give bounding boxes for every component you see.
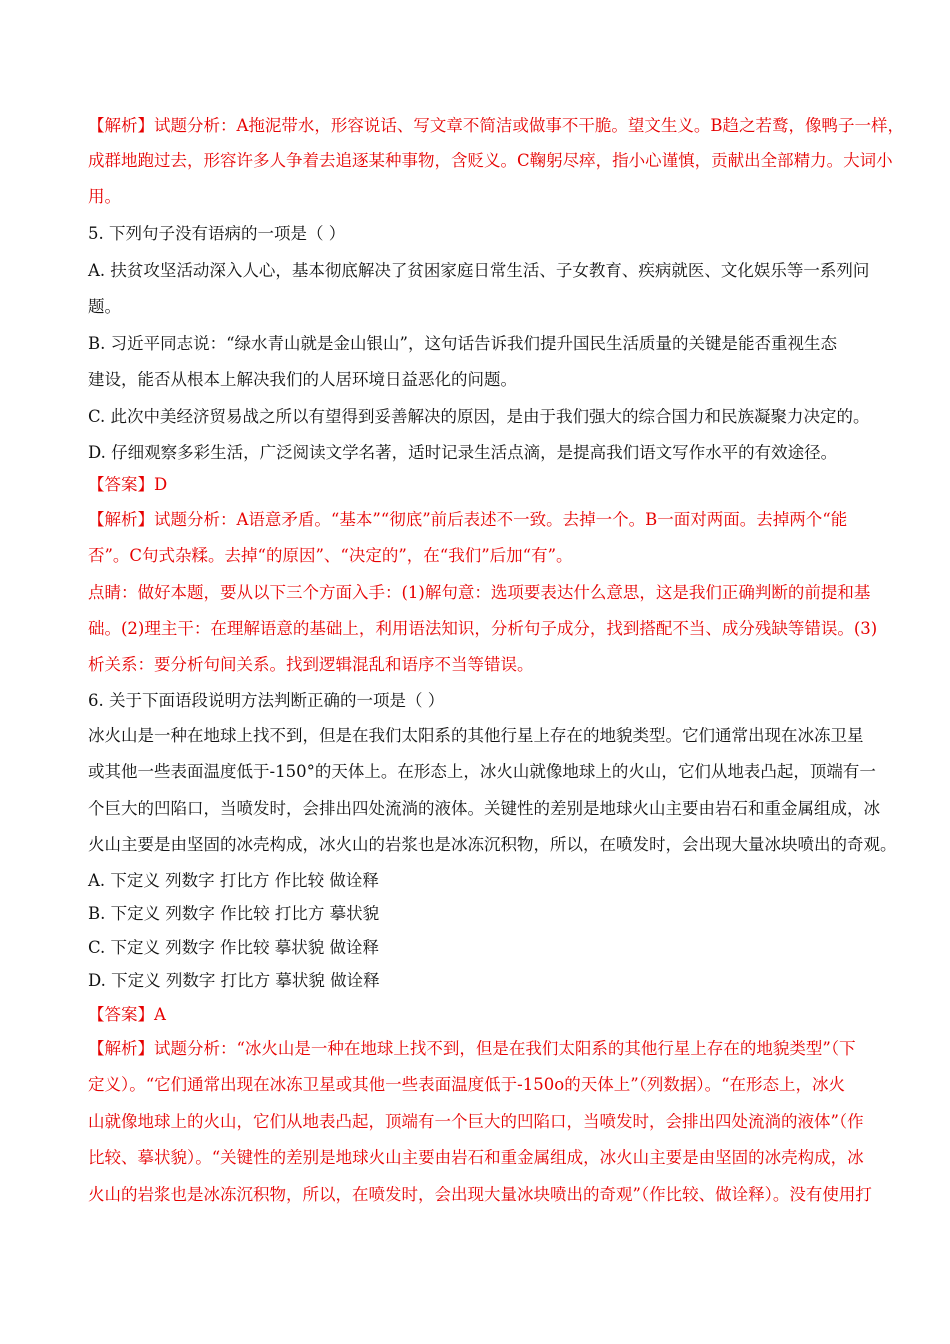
tip-q5-line-2: 础。(2)理主干：在理解语意的基础上，利用语法知识，分析句子成分，找到搭配不当、成分残缺等错误。(3) (88, 619, 878, 638)
analysis-q4-line-1: 【解析】试题分析：A拖泥带水，形容说话、写文章不简洁或做事不干脆。望文生义。B趋之若鹜，像鸭子一样， (88, 116, 905, 135)
question-6-option-b: B. 下定义 列数字 作比较 打比方 摹状貌 (88, 904, 380, 923)
analysis-q6-line-3: 山就像地球上的火山，它们从地表凸起，顶端有一个巨大的凹陷口，当喷发时，会排出四处流淌的液体”（作 (88, 1112, 864, 1131)
analysis-q6-line-2: 定义）。“它们通常出现在冰冻卫星或其他一些表面温度低于-150o的天体上”（列数据）。“在形态上，冰火 (88, 1075, 846, 1094)
answer-5: 【答案】D (88, 475, 168, 494)
question-5-stem: 5. 下列句子没有语病的一项是（ ） (88, 224, 346, 243)
analysis-q6-line-4: 比较、摹状貌）。“关键性的差别是地球火山主要由岩石和重金属组成，冰火山主要是由坚固的冰壳构成，冰 (88, 1148, 864, 1167)
question-5-option-c: C. 此次中美经济贸易战之所以有望得到妥善解决的原因，是由于我们强大的综合国力和民族凝聚力决定的。 (88, 407, 870, 426)
question-5-option-b-cont: 建设，能否从根本上解决我们的人居环境日益恶化的问题。 (88, 370, 517, 389)
question-6-passage-line-1: 冰火山是一种在地球上找不到，但是在我们太阳系的其他行星上存在的地貌类型。它们通常出现在冰冻卫星 (88, 726, 864, 745)
analysis-q6-line-1: 【解析】试题分析：“冰火山是一种在地球上找不到，但是在我们太阳系的其他行星上存在的地貌类型”（下 (88, 1039, 856, 1058)
tip-q5-line-1: 点睛：做好本题，要从以下三个方面入手：(1)解句意：选项要表达什么意思，这是我们正确判断的前提和基 (88, 583, 871, 602)
question-6-passage-line-3: 个巨大的凹陷口，当喷发时，会排出四处流淌的液体。关键性的差别是地球火山主要由岩石和重金属组成，冰 (88, 799, 880, 818)
question-6-option-d: D. 下定义 列数字 打比方 摹状貌 做诠释 (88, 971, 380, 990)
analysis-q4-line-2: 成群地跑过去，形容许多人争着去追逐某种事物，含贬义。C鞠躬尽瘁，指小心谨慎，贡献出全部精力。大词小 (88, 151, 893, 170)
analysis-q5-line-2: 否”。C句式杂糅。去掉“的原因”、“决定的”，在“我们”后加“有”。 (88, 546, 573, 565)
question-5-option-a: A. 扶贫攻坚活动深入人心，基本彻底解决了贫困家庭日常生活、子女教育、疾病就医、文化娱乐等一系列问 (88, 261, 870, 280)
question-5-option-b: B. 习近平同志说：“绿水青山就是金山银山”，这句话告诉我们提升国民生活质量的关键是能否重视生态 (88, 334, 837, 353)
answer-6: 【答案】A (88, 1005, 166, 1024)
question-6-passage-line-2: 或其他一些表面温度低于-150°的天体上。在形态上，冰火山就像地球上的火山，它们从地表凸起，顶端有一 (88, 762, 876, 781)
question-6-passage-line-4: 火山主要是由坚固的冰壳构成，冰火山的岩浆也是冰冻沉积物，所以，在喷发时，会出现大量冰块喷出的奇观。 (88, 835, 897, 854)
question-6-option-c: C. 下定义 列数字 作比较 摹状貌 做诠释 (88, 938, 380, 957)
analysis-q6-line-5: 火山的岩浆也是冰冻沉积物，所以，在喷发时，会出现大量冰块喷出的奇观”（作比较、做诠释）。没有使用打 (88, 1185, 872, 1204)
tip-q5-line-3: 析关系：要分析句间关系。找到逻辑混乱和语序不当等错误。 (88, 655, 534, 674)
question-5-option-d: D. 仔细观察多彩生活，广泛阅读文学名著，适时记录生活点滴，是提高我们语文写作水平的有效途径。 (88, 443, 838, 462)
question-6-option-a: A. 下定义 列数字 打比方 作比较 做诠释 (88, 871, 379, 890)
question-6-stem: 6. 关于下面语段说明方法判断正确的一项是（ ） (88, 691, 445, 710)
analysis-q4-line-3: 用。 (88, 187, 121, 206)
question-5-option-a-cont: 题。 (88, 297, 121, 316)
analysis-q5-line-1: 【解析】试题分析：A语意矛盾。“基本”“彻底”前后表述不一致。去掉一个。B一面对两面。去掉两个“能 (88, 510, 848, 529)
